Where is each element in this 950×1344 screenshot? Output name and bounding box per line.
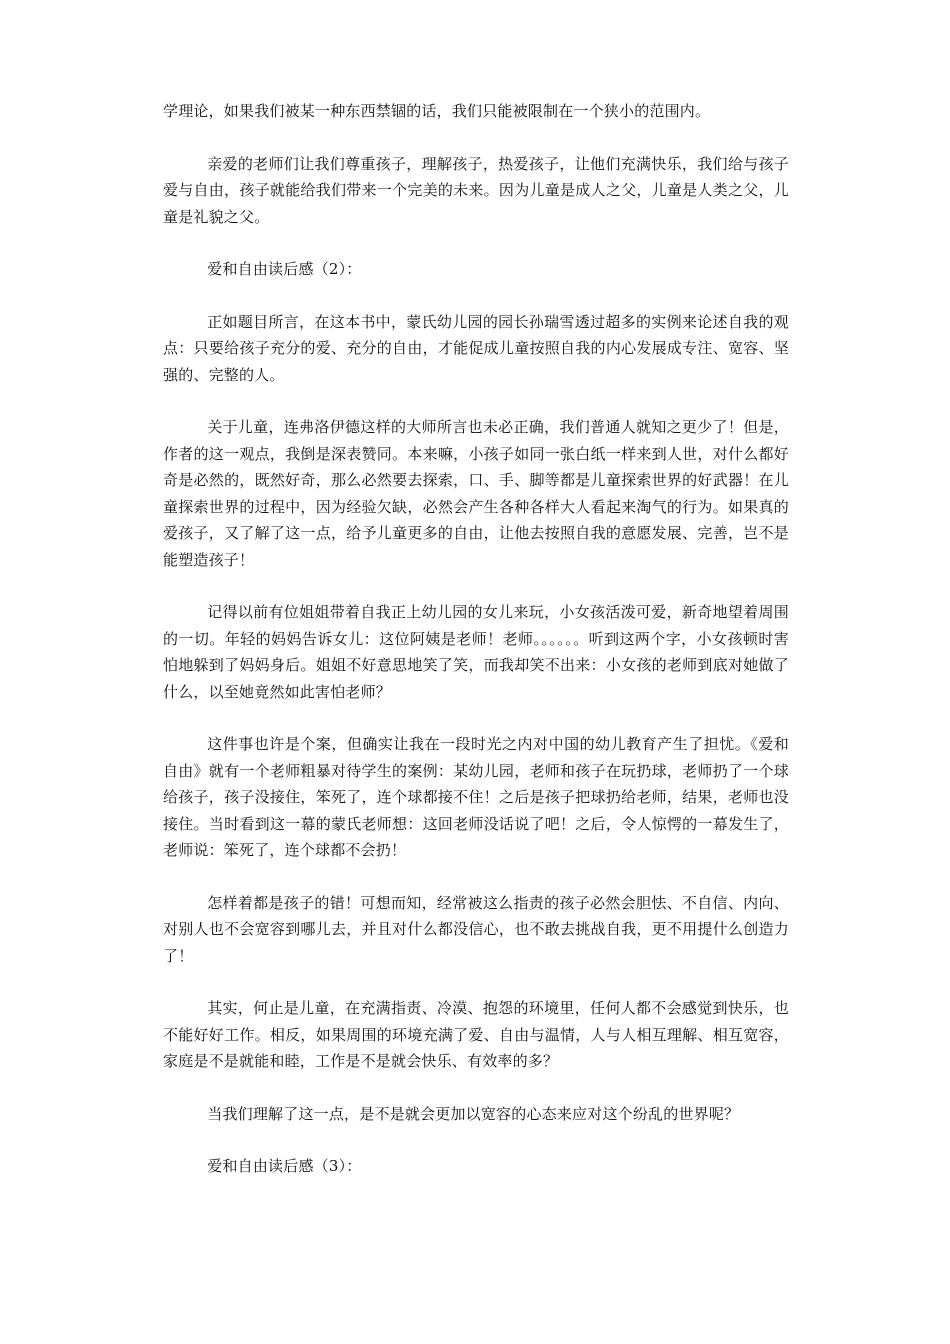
paragraph: 亲爱的老师们让我们尊重孩子，理解孩子，热爱孩子，让他们充满快乐，我们给与孩子爱与自由，孩子就能给我们带来一个完美的未来。因为儿童是成人之父，儿童是人类之父，儿童是礼貌之父。 [163, 154, 789, 226]
paragraph: 当我们理解了这一点，是不是就会更加以宽容的心态来应对这个纷乱的世界呢？ [207, 1104, 740, 1123]
paragraph: 关于儿童，连弗洛伊德这样的大师所言也未必正确，我们普通人就知之更少了！但是，作者的这一观点，我倒是深表赞同。本来嘛，小孩子如同一张白纸一样来到人世，对什么都好奇是必然的，既然好奇，那么必然要去探索，口、手、脚等都是儿童探索世界的好武器！在儿童探索世界的过程中，因为经验欠缺，必然会产生各种各样大人看起来淘气的行为。如果真的爱孩子，又了解了这一点，给予儿童更多的自由，让他去按照自我的意愿发展、完善，岂不是能塑造孩子！ [163, 418, 789, 569]
paragraph: 正如题目所言，在这本书中，蒙氏幼儿园的园长孙瑞雪透过超多的实例来论述自我的观点：只要给孩子充分的爱、充分的自由，才能促成儿童按照自我的内心发展成专注、宽容、坚强的、完整的人。 [163, 312, 789, 384]
section-heading: 爱和自由读后感（3）： [207, 1157, 362, 1175]
paragraph: 怎样着都是孩子的错！可想而知，经常被这么指责的孩子必然会胆怯、不自信、内向、对别人也不会宽容到哪儿去，并且对什么都没信心，也不敢去挑战自我，更不用提什么创造力了！ [163, 893, 789, 965]
paragraph: 其实，何止是儿童，在充满指责、冷漠、抱怨的环境里，任何人都不会感觉到快乐，也不能好好工作。相反，如果周围的环境充满了爱、自由与温情，人与人相互理解、相互宽容，家庭是不是就能和睦，工作是不是就会快乐、有效率的多？ [163, 999, 789, 1070]
paragraph: 记得以前有位姐姐带着自我正上幼儿园的女儿来玩，小女孩活泼可爱，新奇地望着周围的一切。年轻的妈妈告诉女儿：这位阿姨是老师！老师。。。。。。听到这两个字，小女孩顿时害怕地躲到了妈妈身后。姐姐不好意思地笑了笑，而我却笑不出来：小女孩的老师到底对她做了什么，以至她竟然如此害怕老师？ [163, 603, 789, 701]
paragraph-continuation: 学理论，如果我们被某一种东西禁锢的话，我们只能被限制在一个狭小的范围内。 [163, 102, 711, 120]
section-heading: 爱和自由读后感（2）： [207, 260, 362, 278]
document-body [163, 98, 789, 1206]
paragraph: 这件事也许是个案，但确实让我在一段时光之内对中国的幼儿教育产生了担忧。《爱和自由》就有一个老师粗暴对待学生的案例：某幼儿园，老师和孩子在玩扔球，老师扔了一个球给孩子，孩子没接住，笨死了，连个球都接不住！之后是孩子把球扔给老师，结果，老师也没接住。当时看到这一幕的蒙氏老师想：这回老师没话说了吧！之后，令人惊愕的一幕发生了，老师说：笨死了，连个球都不会扔！ [163, 735, 789, 859]
